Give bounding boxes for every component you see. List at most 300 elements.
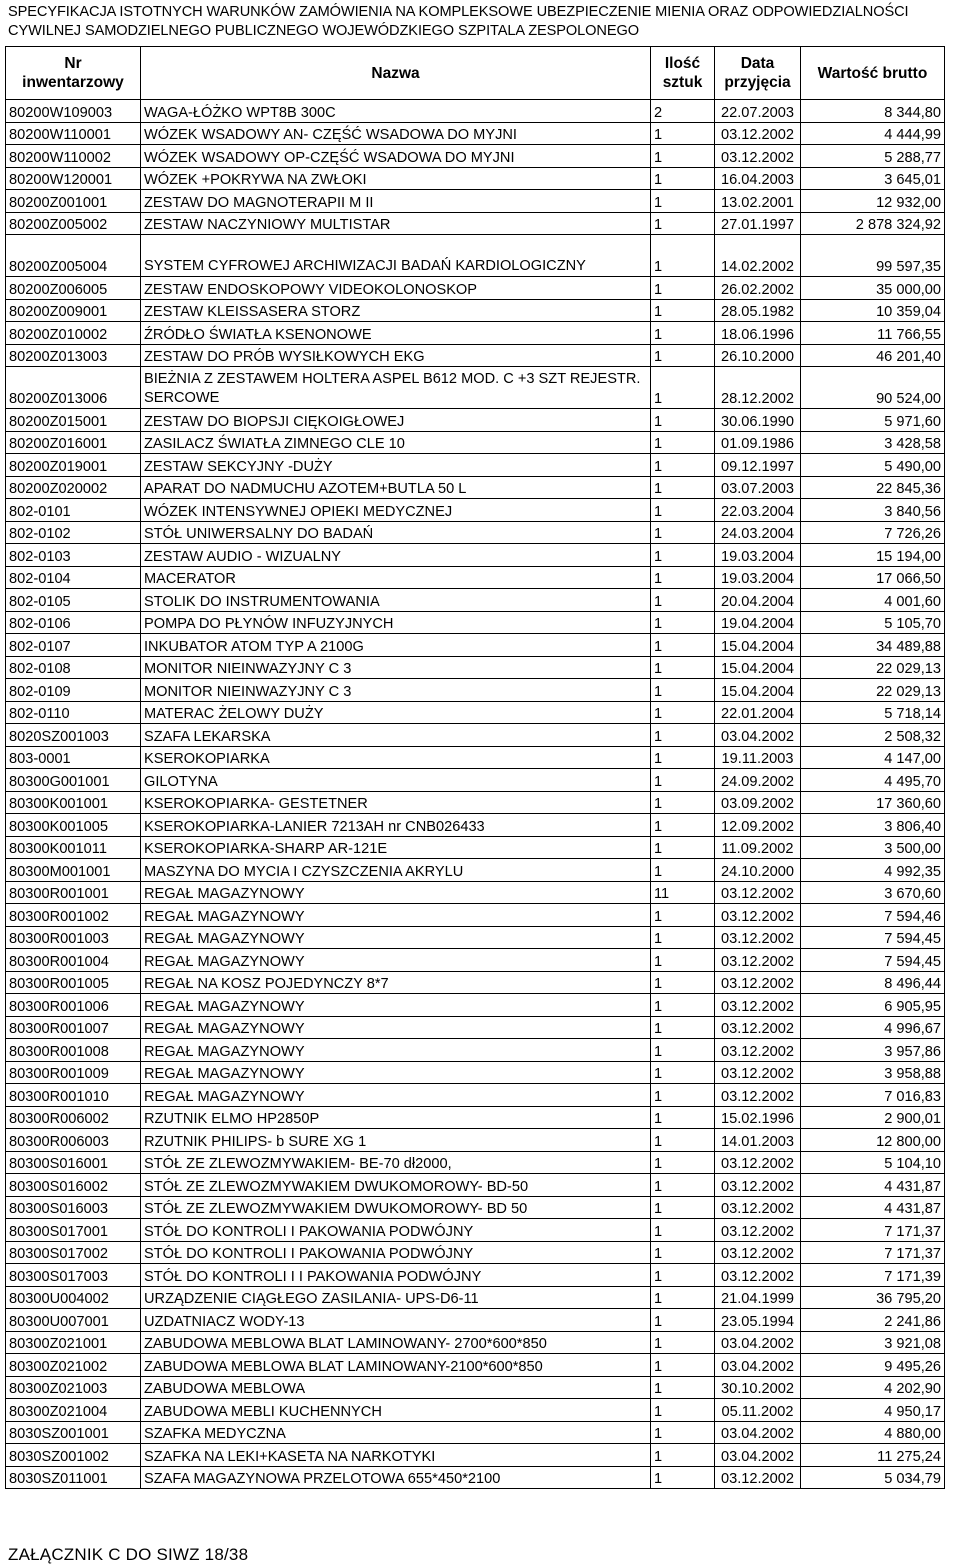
cell-name: ZESTAW DO PRÓB WYSIŁKOWYCH EKG — [141, 344, 651, 367]
cell-nr: 80300S016002 — [6, 1174, 141, 1197]
cell-value: 4 992,35 — [801, 859, 945, 882]
cell-qty: 2 — [651, 100, 715, 123]
cell-name: WAGA-ŁÓŻKO WPT8B 300C — [141, 100, 651, 123]
cell-name: BIEŻNIA Z ZESTAWEM HOLTERA ASPEL B612 MOD. C +3 SZT REJESTR. SERCOWE — [141, 367, 651, 409]
cell-nr: 80200Z015001 — [6, 409, 141, 432]
cell-qty: 1 — [651, 949, 715, 972]
cell-date: 20.04.2004 — [715, 589, 801, 612]
cell-date: 15.04.2004 — [715, 679, 801, 702]
cell-name: ZESTAW DO BIOPSJI CIĘKOIGŁOWEJ — [141, 409, 651, 432]
cell-qty: 1 — [651, 1084, 715, 1107]
cell-name: SZAFA LEKARSKA — [141, 724, 651, 747]
cell-date: 03.04.2002 — [715, 1354, 801, 1377]
cell-value: 4 202,90 — [801, 1376, 945, 1399]
cell-date: 30.10.2002 — [715, 1376, 801, 1399]
cell-nr: 80300M001001 — [6, 859, 141, 882]
table-row — [6, 367, 945, 409]
cell-date: 28.12.2002 — [715, 367, 801, 409]
table-row — [6, 190, 945, 213]
cell-name: STÓŁ ZE ZLEWOZMYWAKIEM DWUKOMOROWY- BD-50 — [141, 1174, 651, 1197]
cell-nr: 803-0001 — [6, 746, 141, 769]
cell-value: 3 957,86 — [801, 1039, 945, 1062]
cell-value: 3 670,60 — [801, 881, 945, 904]
cell-value: 90 524,00 — [801, 367, 945, 409]
cell-value: 4 996,67 — [801, 1016, 945, 1039]
table-row — [6, 1129, 945, 1152]
cell-date: 24.09.2002 — [715, 769, 801, 792]
cell-value: 7 171,37 — [801, 1241, 945, 1264]
cell-date: 23.05.1994 — [715, 1309, 801, 1332]
cell-date: 03.12.2002 — [715, 145, 801, 168]
cell-date: 27.01.1997 — [715, 212, 801, 235]
cell-qty: 1 — [651, 190, 715, 213]
cell-date: 03.09.2002 — [715, 791, 801, 814]
table-row — [6, 926, 945, 949]
cell-name: ZABUDOWA MEBLOWA — [141, 1376, 651, 1399]
cell-name: STÓŁ DO KONTROLI I I PAKOWANIA PODWÓJNY — [141, 1264, 651, 1287]
cell-nr: 80300S016003 — [6, 1196, 141, 1219]
cell-name: WÓZEK WSADOWY AN- CZĘŚĆ WSADOWA DO MYJNI — [141, 122, 651, 145]
cell-qty: 1 — [651, 1039, 715, 1062]
table-row — [6, 814, 945, 837]
cell-date: 13.02.2001 — [715, 190, 801, 213]
cell-qty: 1 — [651, 1444, 715, 1467]
cell-nr: 80200Z019001 — [6, 454, 141, 477]
cell-date: 18.06.1996 — [715, 322, 801, 345]
table-row — [6, 322, 945, 345]
cell-qty: 1 — [651, 679, 715, 702]
cell-name: INKUBATOR ATOM TYP A 2100G — [141, 634, 651, 657]
cell-value: 3 921,08 — [801, 1331, 945, 1354]
cell-qty: 1 — [651, 322, 715, 345]
cell-nr: 802-0106 — [6, 611, 141, 634]
cell-qty: 1 — [651, 791, 715, 814]
cell-name: REGAŁ NA KOSZ POJEDYNCZY 8*7 — [141, 971, 651, 994]
cell-name: ZESTAW AUDIO - WIZUALNY — [141, 544, 651, 567]
cell-qty: 1 — [651, 1421, 715, 1444]
cell-name: GILOTYNA — [141, 769, 651, 792]
cell-value: 2 508,32 — [801, 724, 945, 747]
cell-date: 19.03.2004 — [715, 544, 801, 567]
table-row — [6, 791, 945, 814]
cell-date: 30.06.1990 — [715, 409, 801, 432]
cell-date: 12.09.2002 — [715, 814, 801, 837]
cell-date: 03.12.2002 — [715, 881, 801, 904]
table-row — [6, 431, 945, 454]
cell-value: 3 428,58 — [801, 431, 945, 454]
cell-nr: 80300R001005 — [6, 971, 141, 994]
cell-name: ŹRÓDŁO ŚWIATŁA KSENONOWE — [141, 322, 651, 345]
cell-nr: 80200Z013003 — [6, 344, 141, 367]
cell-value: 4 950,17 — [801, 1399, 945, 1422]
cell-qty: 1 — [651, 1106, 715, 1129]
cell-date: 03.12.2002 — [715, 904, 801, 927]
cell-value: 7 726,26 — [801, 521, 945, 544]
cell-qty: 1 — [651, 1219, 715, 1242]
cell-value: 15 194,00 — [801, 544, 945, 567]
table-row — [6, 544, 945, 567]
cell-date: 03.12.2002 — [715, 1241, 801, 1264]
cell-nr: 80300U004002 — [6, 1286, 141, 1309]
table-row — [6, 212, 945, 235]
cell-nr: 802-0105 — [6, 589, 141, 612]
table-row — [6, 679, 945, 702]
cell-name: WÓZEK WSADOWY OP-CZĘŚĆ WSADOWA DO MYJNI — [141, 145, 651, 168]
cell-name: WÓZEK +POKRYWA NA ZWŁOKI — [141, 167, 651, 190]
cell-name: STÓŁ UNIWERSALNY DO BADAŃ — [141, 521, 651, 544]
table-row — [6, 1084, 945, 1107]
cell-nr: 80300K001011 — [6, 836, 141, 859]
cell-value: 3 806,40 — [801, 814, 945, 837]
cell-nr: 80300Z021003 — [6, 1376, 141, 1399]
cell-name: RZUTNIK PHILIPS- b SURE XG 1 — [141, 1129, 651, 1152]
inventory-table — [5, 46, 945, 1489]
cell-nr: 80300S017002 — [6, 1241, 141, 1264]
table-row — [6, 1264, 945, 1287]
table-row — [6, 122, 945, 145]
cell-nr: 80200W109003 — [6, 100, 141, 123]
cell-value: 34 489,88 — [801, 634, 945, 657]
cell-qty: 1 — [651, 1129, 715, 1152]
table-row — [6, 1174, 945, 1197]
cell-qty: 1 — [651, 904, 715, 927]
cell-date: 21.04.1999 — [715, 1286, 801, 1309]
cell-name: REGAŁ MAGAZYNOWY — [141, 1084, 651, 1107]
cell-date: 05.11.2002 — [715, 1399, 801, 1422]
cell-name: KSEROKOPIARKA- GESTETNER — [141, 791, 651, 814]
cell-qty: 1 — [651, 1309, 715, 1332]
cell-value: 3 840,56 — [801, 499, 945, 522]
cell-qty: 1 — [651, 634, 715, 657]
cell-date: 03.12.2002 — [715, 122, 801, 145]
cell-name: SYSTEM CYFROWEJ ARCHIWIZACJI BADAŃ KARDIOLOGICZNY — [141, 235, 651, 277]
table-row — [6, 971, 945, 994]
table-row — [6, 1241, 945, 1264]
cell-date: 03.12.2002 — [715, 1219, 801, 1242]
cell-nr: 80300Z021004 — [6, 1399, 141, 1422]
cell-name: REGAŁ MAGAZYNOWY — [141, 994, 651, 1017]
cell-date: 26.10.2000 — [715, 344, 801, 367]
table-row — [6, 1466, 945, 1489]
cell-name: ZESTAW KLEISSASERA STORZ — [141, 299, 651, 322]
cell-qty: 1 — [651, 454, 715, 477]
cell-value: 10 359,04 — [801, 299, 945, 322]
cell-date: 22.03.2004 — [715, 499, 801, 522]
cell-qty: 1 — [651, 1016, 715, 1039]
cell-value: 5 971,60 — [801, 409, 945, 432]
cell-nr: 80300K001005 — [6, 814, 141, 837]
cell-date: 24.10.2000 — [715, 859, 801, 882]
table-row — [6, 521, 945, 544]
table-row — [6, 836, 945, 859]
cell-nr: 8020SZ001003 — [6, 724, 141, 747]
cell-date: 03.04.2002 — [715, 1331, 801, 1354]
document-heading — [8, 3, 958, 41]
cell-nr: 80300K001001 — [6, 791, 141, 814]
cell-nr: 80300S016001 — [6, 1151, 141, 1174]
cell-value: 17 360,60 — [801, 791, 945, 814]
cell-date: 03.12.2002 — [715, 1039, 801, 1062]
cell-nr: 802-0110 — [6, 701, 141, 724]
cell-nr: 8030SZ011001 — [6, 1466, 141, 1489]
heading-line-1: SPECYFIKACJA ISTOTNYCH WARUNKÓW ZAMÓWIENIA NA KOMPLEKSOWE UBEZPIECZENIE MIENIA ORAZ ODPOWIEDZIALNOŚCI — [8, 4, 909, 20]
cell-value: 7 171,39 — [801, 1264, 945, 1287]
cell-date: 15.04.2004 — [715, 634, 801, 657]
table-row — [6, 769, 945, 792]
table-row — [6, 167, 945, 190]
cell-nr: 802-0107 — [6, 634, 141, 657]
cell-date: 22.01.2004 — [715, 701, 801, 724]
cell-name: MONITOR NIEINWAZYJNY C 3 — [141, 679, 651, 702]
cell-date: 03.12.2002 — [715, 1264, 801, 1287]
table-row — [6, 724, 945, 747]
table-row — [6, 476, 945, 499]
cell-nr: 80200W110001 — [6, 122, 141, 145]
cell-name: ZESTAW DO MAGNOTERAPII M II — [141, 190, 651, 213]
cell-value: 8 344,80 — [801, 100, 945, 123]
cell-qty: 1 — [651, 589, 715, 612]
cell-qty: 1 — [651, 1264, 715, 1287]
cell-value: 22 029,13 — [801, 656, 945, 679]
table-row — [6, 499, 945, 522]
cell-nr: 80200Z020002 — [6, 476, 141, 499]
table-row — [6, 344, 945, 367]
cell-value: 12 800,00 — [801, 1129, 945, 1152]
cell-nr: 80300U007001 — [6, 1309, 141, 1332]
cell-date: 03.04.2002 — [715, 1444, 801, 1467]
cell-name: STÓŁ DO KONTROLI I PAKOWANIA PODWÓJNY — [141, 1219, 651, 1242]
cell-date: 03.12.2002 — [715, 1151, 801, 1174]
cell-value: 7 594,46 — [801, 904, 945, 927]
table-row — [6, 656, 945, 679]
cell-name: ZABUDOWA MEBLOWA BLAT LAMINOWANY-2100*600*850 — [141, 1354, 651, 1377]
cell-qty: 1 — [651, 1061, 715, 1084]
cell-date: 03.12.2002 — [715, 1466, 801, 1489]
cell-name: STOLIK DO INSTRUMENTOWANIA — [141, 589, 651, 612]
cell-date: 09.12.1997 — [715, 454, 801, 477]
cell-nr: 80200Z005004 — [6, 235, 141, 277]
cell-qty: 1 — [651, 367, 715, 409]
cell-nr: 8030SZ001001 — [6, 1421, 141, 1444]
header-date: Data przyjęcia — [715, 47, 801, 100]
cell-qty: 1 — [651, 994, 715, 1017]
cell-qty: 1 — [651, 769, 715, 792]
cell-value: 5 104,10 — [801, 1151, 945, 1174]
cell-value: 17 066,50 — [801, 566, 945, 589]
table-row — [6, 1106, 945, 1129]
table-row — [6, 859, 945, 882]
table-row — [6, 1354, 945, 1377]
cell-name: MACERATOR — [141, 566, 651, 589]
table-row — [6, 1309, 945, 1332]
cell-qty: 1 — [651, 926, 715, 949]
cell-nr: 80300R001004 — [6, 949, 141, 972]
cell-value: 7 594,45 — [801, 949, 945, 972]
table-row — [6, 1219, 945, 1242]
table-row — [6, 1421, 945, 1444]
cell-name: MATERAC ŻELOWY DUŻY — [141, 701, 651, 724]
cell-name: ZABUDOWA MEBLOWA BLAT LAMINOWANY- 2700*600*850 — [141, 1331, 651, 1354]
cell-value: 7 594,45 — [801, 926, 945, 949]
cell-value: 99 597,35 — [801, 235, 945, 277]
cell-date: 24.03.2004 — [715, 521, 801, 544]
cell-qty: 1 — [651, 724, 715, 747]
cell-nr: 80200Z010002 — [6, 322, 141, 345]
table-row — [6, 409, 945, 432]
cell-nr: 802-0109 — [6, 679, 141, 702]
header-name: Nazwa — [141, 47, 651, 100]
cell-qty: 1 — [651, 544, 715, 567]
cell-value: 12 932,00 — [801, 190, 945, 213]
cell-qty: 1 — [651, 859, 715, 882]
cell-date: 03.04.2002 — [715, 1421, 801, 1444]
cell-date: 03.12.2002 — [715, 1084, 801, 1107]
cell-nr: 80200W110002 — [6, 145, 141, 168]
table-row — [6, 949, 945, 972]
cell-nr: 80200Z006005 — [6, 277, 141, 300]
table-row — [6, 589, 945, 612]
cell-value: 22 029,13 — [801, 679, 945, 702]
header-qty: Ilość sztuk — [651, 47, 715, 100]
cell-date: 03.04.2002 — [715, 724, 801, 747]
table-row — [6, 1016, 945, 1039]
cell-nr: 80300S017003 — [6, 1264, 141, 1287]
cell-nr: 802-0108 — [6, 656, 141, 679]
cell-date: 19.03.2004 — [715, 566, 801, 589]
cell-value: 3 958,88 — [801, 1061, 945, 1084]
cell-qty: 1 — [651, 344, 715, 367]
cell-qty: 1 — [651, 1466, 715, 1489]
table-row — [6, 881, 945, 904]
cell-value: 3 500,00 — [801, 836, 945, 859]
cell-nr: 80200Z009001 — [6, 299, 141, 322]
cell-date: 03.12.2002 — [715, 971, 801, 994]
cell-name: REGAŁ MAGAZYNOWY — [141, 949, 651, 972]
cell-qty: 1 — [651, 701, 715, 724]
cell-qty: 1 — [651, 1376, 715, 1399]
cell-date: 19.11.2003 — [715, 746, 801, 769]
table-row — [6, 634, 945, 657]
cell-name: MONITOR NIEINWAZYJNY C 3 — [141, 656, 651, 679]
cell-nr: 80200Z001001 — [6, 190, 141, 213]
cell-name: ZESTAW ENDOSKOPOWY VIDEOKOLONOSKOP — [141, 277, 651, 300]
cell-value: 4 495,70 — [801, 769, 945, 792]
cell-nr: 80300S017001 — [6, 1219, 141, 1242]
table-row — [6, 1331, 945, 1354]
cell-date: 03.12.2002 — [715, 1016, 801, 1039]
cell-name: REGAŁ MAGAZYNOWY — [141, 1016, 651, 1039]
cell-nr: 802-0101 — [6, 499, 141, 522]
cell-nr: 80200Z005002 — [6, 212, 141, 235]
cell-name: ZESTAW SEKCYJNY -DUŻY — [141, 454, 651, 477]
cell-value: 35 000,00 — [801, 277, 945, 300]
cell-qty: 1 — [651, 1399, 715, 1422]
cell-value: 22 845,36 — [801, 476, 945, 499]
cell-nr: 80300R001006 — [6, 994, 141, 1017]
cell-name: REGAŁ MAGAZYNOWY — [141, 926, 651, 949]
cell-nr: 80300R006003 — [6, 1129, 141, 1152]
cell-value: 7 171,37 — [801, 1219, 945, 1242]
table-row — [6, 454, 945, 477]
table-row — [6, 904, 945, 927]
cell-qty: 1 — [651, 611, 715, 634]
cell-value: 7 016,83 — [801, 1084, 945, 1107]
cell-name: STÓŁ ZE ZLEWOZMYWAKIEM- BE-70 dł2000, — [141, 1151, 651, 1174]
cell-nr: 80200W120001 — [6, 167, 141, 190]
cell-qty: 1 — [651, 235, 715, 277]
cell-name: ZESTAW NACZYNIOWY MULTISTAR — [141, 212, 651, 235]
cell-nr: 80300G001001 — [6, 769, 141, 792]
table-row — [6, 1399, 945, 1422]
cell-date: 03.12.2002 — [715, 1196, 801, 1219]
cell-date: 26.02.2002 — [715, 277, 801, 300]
cell-date: 03.07.2003 — [715, 476, 801, 499]
cell-date: 19.04.2004 — [715, 611, 801, 634]
cell-nr: 80300R001008 — [6, 1039, 141, 1062]
table-row — [6, 145, 945, 168]
cell-name: KSEROKOPIARKA — [141, 746, 651, 769]
cell-date: 14.02.2002 — [715, 235, 801, 277]
cell-date: 01.09.1986 — [715, 431, 801, 454]
header-nr: Nr inwentarzowy — [6, 47, 141, 100]
cell-value: 5 490,00 — [801, 454, 945, 477]
cell-nr: 8030SZ001002 — [6, 1444, 141, 1467]
cell-value: 8 496,44 — [801, 971, 945, 994]
table-row — [6, 100, 945, 123]
cell-name: ZABUDOWA MEBLI KUCHENNYCH — [141, 1399, 651, 1422]
cell-date: 22.07.2003 — [715, 100, 801, 123]
table-row — [6, 1196, 945, 1219]
cell-name: RZUTNIK ELMO HP2850P — [141, 1106, 651, 1129]
cell-value: 6 905,95 — [801, 994, 945, 1017]
header-value: Wartość brutto — [801, 47, 945, 100]
cell-qty: 1 — [651, 836, 715, 859]
cell-qty: 1 — [651, 1151, 715, 1174]
cell-date: 03.12.2002 — [715, 926, 801, 949]
cell-date: 11.09.2002 — [715, 836, 801, 859]
cell-nr: 80300R006002 — [6, 1106, 141, 1129]
cell-date: 16.04.2003 — [715, 167, 801, 190]
cell-date: 15.02.1996 — [715, 1106, 801, 1129]
cell-name: ZASILACZ ŚWIATŁA ZIMNEGO CLE 10 — [141, 431, 651, 454]
cell-qty: 1 — [651, 476, 715, 499]
cell-qty: 1 — [651, 409, 715, 432]
cell-nr: 80200Z016001 — [6, 431, 141, 454]
cell-qty: 1 — [651, 431, 715, 454]
cell-name: SZAFA MAGAZYNOWA PRZELOTOWA 655*450*2100 — [141, 1466, 651, 1489]
table-row — [6, 611, 945, 634]
cell-value: 11 275,24 — [801, 1444, 945, 1467]
cell-qty: 1 — [651, 1196, 715, 1219]
cell-value: 5 718,14 — [801, 701, 945, 724]
cell-name: REGAŁ MAGAZYNOWY — [141, 1039, 651, 1062]
table-row — [6, 701, 945, 724]
cell-qty: 1 — [651, 277, 715, 300]
cell-date: 03.12.2002 — [715, 1174, 801, 1197]
page-footer: ZAŁĄCZNIK C DO SIWZ 18/38 — [8, 1545, 249, 1564]
cell-qty: 1 — [651, 167, 715, 190]
cell-value: 5 034,79 — [801, 1466, 945, 1489]
cell-date: 28.05.1982 — [715, 299, 801, 322]
cell-nr: 80300R001001 — [6, 881, 141, 904]
cell-nr: 802-0104 — [6, 566, 141, 589]
cell-name: URZĄDZENIE CIĄGŁEGO ZASILANIA- UPS-D6-11 — [141, 1286, 651, 1309]
cell-qty: 1 — [651, 1331, 715, 1354]
cell-qty: 1 — [651, 1286, 715, 1309]
cell-value: 4 880,00 — [801, 1421, 945, 1444]
cell-qty: 1 — [651, 1354, 715, 1377]
cell-qty: 1 — [651, 971, 715, 994]
